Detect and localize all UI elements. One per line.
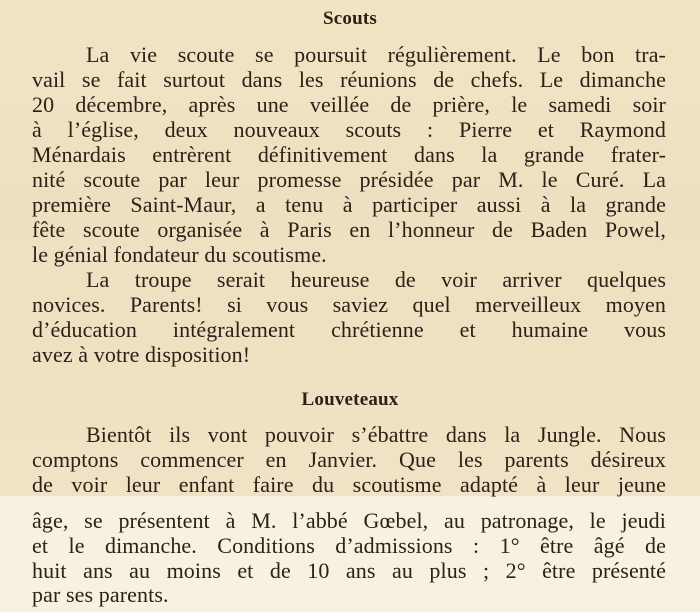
text-line: Bientôt ils vont pouvoir s’ébattre dans la Jungle. Nous [86,423,666,447]
text-line: Ménardais entrèrent définitivement dans la grande frater- [32,143,666,167]
text-line: âge, se présentent à M. l’abbé Gœbel, au patronage, le jeudi [32,509,666,533]
text-line: huit ans au moins et de 10 ans au plus ; 2° être présenté [32,559,666,583]
section-title-scouts: Scouts [323,8,377,29]
text-line: La troupe serait heureuse de voir arriver quelques [86,268,666,292]
text-line: vail se fait surtout dans les réunions de chefs. Le dimanche [32,68,666,92]
text-line: à l’église, deux nouveaux scouts : Pierre et Raymond [32,118,666,142]
text-line: comptons commencer en Janvier. Que les parents désireux [32,448,666,472]
text-line: fête scoute organisée à Paris en l’honneur de Baden Powel, [32,218,666,242]
text-line: avez à votre disposition! [32,342,251,367]
text-line: La vie scoute se poursuit régulièrement. Le bon tra- [86,43,666,67]
text-line: par ses parents. [32,582,169,607]
text-line: nité scoute par leur promesse présidée par M. le Curé. La [32,168,666,192]
section-title-louveteaux: Louveteaux [301,389,399,410]
text-line: de voir leur enfant faire du scoutisme adapté à leur jeune [32,473,666,497]
text-line: novices. Parents! si vous saviez quel merveilleux moyen [32,293,666,317]
text-line: le génial fondateur du scoutisme. [32,242,327,267]
text-line: 20 décembre, après une veillée de prière, le samedi soir [32,93,666,117]
text-line: et le dimanche. Conditions d’admissions : 1° être âgé de [32,534,666,558]
text-line: d’éducation intégralement chrétienne et humaine vous [32,318,666,342]
text-line: première Saint-Maur, a tenu à participer aussi à la grande [32,193,666,217]
